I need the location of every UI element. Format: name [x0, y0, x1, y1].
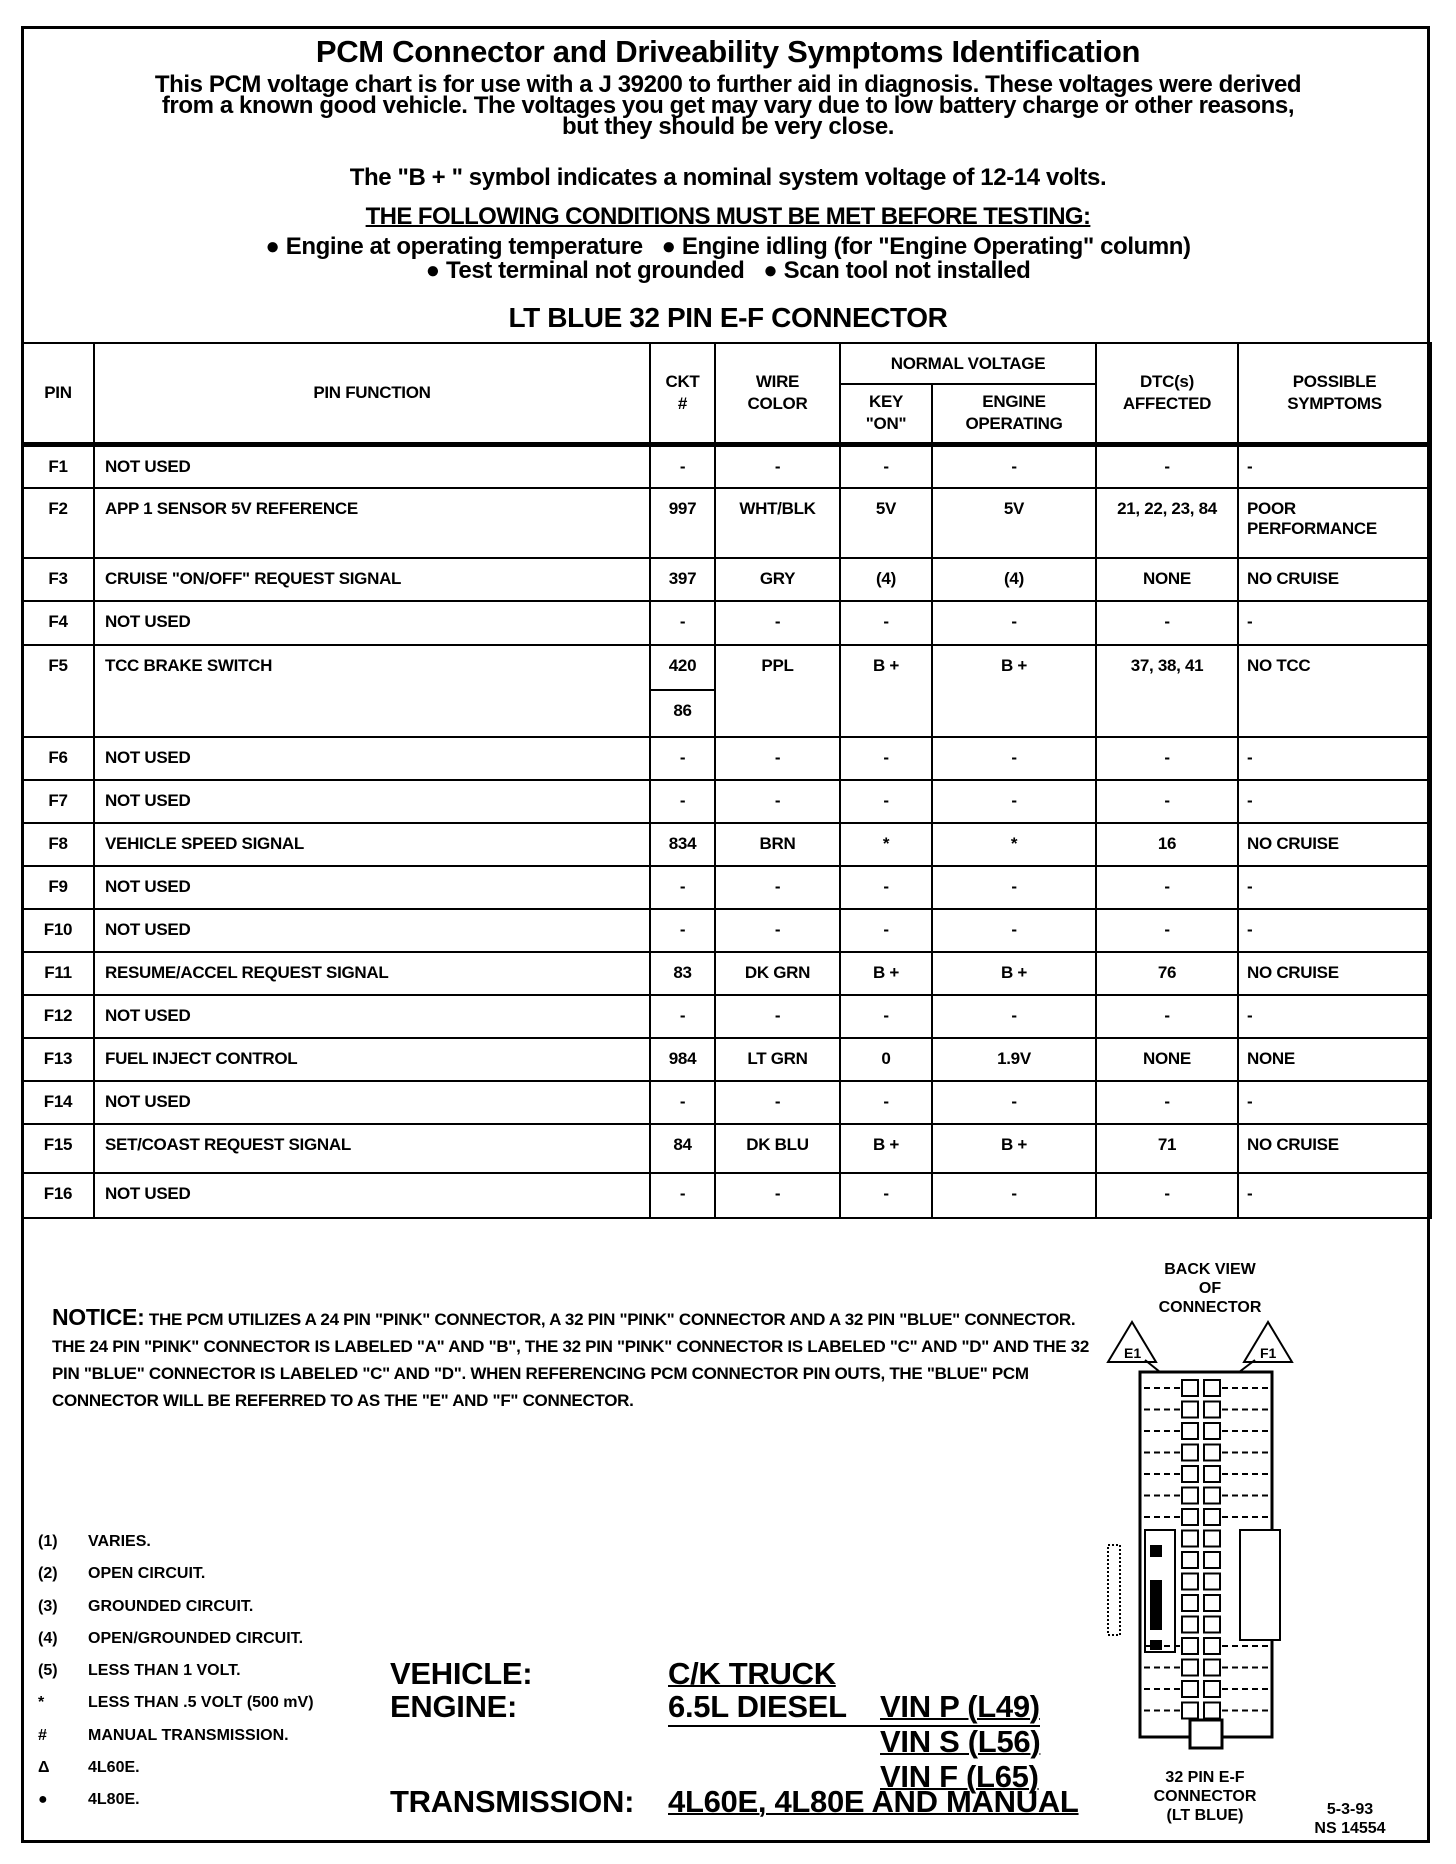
pin-socket [1204, 1681, 1220, 1697]
pin-cell: F5 [22, 645, 94, 737]
legend-item [38, 1630, 314, 1662]
pin-cell: F2 [22, 488, 94, 558]
pin-cell: F10 [22, 909, 94, 952]
symptom-cell: - [1238, 995, 1431, 1038]
intro-line: This PCM voltage chart is for use with a J 39200 to further aid in diagnosis. These voltages were derived [154, 71, 1302, 98]
pin-cell: F16 [22, 1173, 94, 1218]
pin-socket [1182, 1638, 1198, 1654]
wire-color-cell: - [715, 601, 840, 645]
pin-socket [1204, 1423, 1220, 1439]
engine-operating-cell: - [932, 737, 1096, 780]
dtc-cell: - [1096, 737, 1238, 780]
caption-line: CONNECTOR [1153, 1788, 1257, 1805]
wire-color-cell: BRN [715, 823, 840, 866]
pin-socket [1182, 1509, 1198, 1525]
ckt-cell: - [650, 909, 715, 952]
transmission-value: 4L60E, 4L80E AND MANUAL [668, 1784, 1079, 1819]
key-on-cell: (4) [840, 558, 932, 601]
pin-socket [1182, 1617, 1198, 1633]
pin-socket [1204, 1445, 1220, 1461]
function-cell: CRUISE "ON/OFF" REQUEST SIGNAL [94, 558, 650, 601]
legend-key: (2) [38, 1565, 58, 1583]
key-on-cell: - [840, 444, 932, 488]
pin-cell: F3 [22, 558, 94, 601]
pin-socket [1182, 1488, 1198, 1504]
vehicle-label: VEHICLE: [390, 1656, 533, 1691]
engine-operating-cell: - [932, 780, 1096, 823]
intro-line: but they should be very close. [561, 113, 895, 140]
symptom-cell: NO CRUISE [1238, 823, 1431, 866]
pin-cell: F14 [22, 1081, 94, 1124]
ckt-cell: - [650, 444, 715, 488]
dtc-cell: 76 [1096, 952, 1238, 995]
pin-cell: F12 [22, 995, 94, 1038]
wire-color-cell: - [715, 737, 840, 780]
symptom-cell: NO CRUISE [1238, 558, 1431, 601]
legend-key: (3) [38, 1597, 58, 1615]
wire-color-cell: - [715, 780, 840, 823]
caption-line: (LT BLUE) [1166, 1807, 1244, 1824]
legend-key: # [38, 1726, 47, 1744]
header-key-on: KEY "ON" [840, 384, 932, 444]
function-cell: NOT USED [94, 866, 650, 909]
caption-line: BACK VIEW [1164, 1261, 1256, 1278]
pin-socket [1182, 1423, 1198, 1439]
wire-color-cell: DK BLU [715, 1124, 840, 1173]
condition-item: Scan tool not installed [783, 257, 1031, 284]
function-cell: NOT USED [94, 995, 650, 1038]
footer-code: NS 14554 [1314, 1820, 1386, 1837]
symptom-cell: - [1238, 444, 1431, 488]
pin-socket [1204, 1703, 1220, 1719]
symptom-cell: NONE [1238, 1038, 1431, 1081]
pin-socket [1204, 1466, 1220, 1482]
symptom-cell: - [1238, 1081, 1431, 1124]
engine-label: ENGINE: [390, 1689, 518, 1724]
ckt-value: 420 [651, 646, 714, 691]
dtc-cell: - [1096, 909, 1238, 952]
header-normal-voltage: NORMAL VOLTAGE [840, 343, 1096, 384]
pin-socket [1182, 1466, 1198, 1482]
wire-color-cell: - [715, 909, 840, 952]
document-title: PCM Connector and Driveability Symptoms Identification [315, 34, 1141, 69]
dtc-cell: - [1096, 601, 1238, 645]
intro-line: from a known good vehicle. The voltages you get may vary due to low battery charge or other reasons, [161, 92, 1295, 119]
pin-socket [1204, 1595, 1220, 1611]
pin-socket [1182, 1660, 1198, 1676]
table-row [22, 1081, 1431, 1124]
pin-cell: F9 [22, 866, 94, 909]
notice-label: NOTICE: [52, 1304, 145, 1330]
key-on-cell: * [840, 823, 932, 866]
dtc-cell: 21, 22, 23, 84 [1096, 488, 1238, 558]
pin-cell: F15 [22, 1124, 94, 1173]
header-pin: PIN [22, 343, 94, 444]
dtc-cell: NONE [1096, 558, 1238, 601]
pin-socket [1204, 1617, 1220, 1633]
header-wire-color: WIRE COLOR [715, 343, 840, 444]
vin-p: VIN P (L49) [880, 1689, 1040, 1724]
pin-socket [1204, 1574, 1220, 1590]
legend [38, 1533, 314, 1824]
function-cell: TCC BRAKE SWITCH [94, 645, 650, 737]
table-row [22, 909, 1431, 952]
legend-key: * [38, 1694, 45, 1712]
pin-cell: F1 [22, 444, 94, 488]
notice-text: THE PCM UTILIZES A 24 PIN "PINK" CONNECTOR, A 32 PIN "PINK" CONNECTOR AND A 32 PIN "BLUE" CONNECTOR. THE 24 PIN "PINK" CONNECTOR IS LABELED "A" AND "B", THE 32 PIN "PINK" CONNECTOR IS LABELED "C" AND "D" AND THE 32 PIN "BLUE" CONNECTOR IS LABELED "C" AND "D". WHEN REFERENCING PCM CONNECTOR PIN OUTS, THE "BLUE" PCM CONNECTOR WILL BE REFERRED TO AS THE "E" AND "F" CONNECTOR. [52, 1310, 1089, 1410]
table-row [22, 601, 1431, 645]
table-row [22, 737, 1431, 780]
conditions-heading-text: THE FOLLOWING CONDITIONS MUST BE MET BEFORE TESTING: [365, 203, 1091, 230]
wire-color-cell: PPL [715, 645, 840, 737]
ckt-cell: - [650, 601, 715, 645]
conditions-heading [0, 203, 1456, 231]
pin-socket [1204, 1402, 1220, 1418]
symptom-cell: - [1238, 1173, 1431, 1218]
key-on-cell: - [840, 601, 932, 645]
ckt-cell: 84 [650, 1124, 715, 1173]
diagram-caption-bottom [1125, 1768, 1285, 1825]
symptom-cell: - [1238, 601, 1431, 645]
key-on-cell: B + [840, 952, 932, 995]
ckt-cell: 83 [650, 952, 715, 995]
header-dtcs: DTC(s) AFFECTED [1096, 343, 1238, 444]
wire-color-cell: - [715, 1081, 840, 1124]
f1-label: F1 [1260, 1345, 1277, 1361]
symptom-cell: NO TCC [1238, 645, 1431, 737]
engine-operating-cell: B + [932, 645, 1096, 737]
symptom-cell: - [1238, 780, 1431, 823]
condition-item: Engine idling (for "Engine Operating" column) [681, 233, 1191, 260]
legend-text: LESS THAN 1 VOLT. [88, 1662, 241, 1680]
header-ckt: CKT # [650, 343, 715, 444]
symptom-cell: NO CRUISE [1238, 1124, 1431, 1173]
pin-socket [1182, 1380, 1198, 1396]
table-row [22, 952, 1431, 995]
function-cell: SET/COAST REQUEST SIGNAL [94, 1124, 650, 1173]
connector-diagram [1100, 1320, 1320, 1760]
engine-operating-cell: 1.9V [932, 1038, 1096, 1081]
engine-operating-cell: - [932, 1081, 1096, 1124]
engine-operating-cell: - [932, 866, 1096, 909]
function-cell: VEHICLE SPEED SIGNAL [94, 823, 650, 866]
pin-cell: F7 [22, 780, 94, 823]
legend-item [38, 1759, 314, 1791]
legend-item [38, 1662, 314, 1694]
function-cell: APP 1 SENSOR 5V REFERENCE [94, 488, 650, 558]
wire-color-cell: - [715, 1173, 840, 1218]
table-row [22, 1038, 1431, 1081]
symptom-cell: - [1238, 866, 1431, 909]
pin-socket [1204, 1509, 1220, 1525]
table-row [22, 995, 1431, 1038]
engine-operating-cell: B + [932, 952, 1096, 995]
legend-item [38, 1694, 314, 1726]
pin-cell: F8 [22, 823, 94, 866]
wire-color-cell: DK GRN [715, 952, 840, 995]
condition-item: Test terminal not grounded [445, 257, 745, 284]
legend-text: LESS THAN .5 VOLT (500 mV) [88, 1694, 314, 1712]
legend-key: ● [38, 1791, 48, 1809]
engine-value: 6.5L DIESEL [668, 1689, 1040, 1727]
pin-socket [1204, 1660, 1220, 1676]
legend-text: 4L80E. [88, 1791, 140, 1809]
engine-operating-cell: (4) [932, 558, 1096, 601]
e1-label: E1 [1124, 1345, 1142, 1361]
pin-socket [1182, 1574, 1198, 1590]
symptom-cell: POOR PERFORMANCE [1238, 488, 1431, 558]
symptom-cell: - [1238, 909, 1431, 952]
legend-text: 4L60E. [88, 1759, 140, 1777]
pin-cell: F4 [22, 601, 94, 645]
dtc-cell: - [1096, 444, 1238, 488]
condition-item: Engine at operating temperature [285, 233, 643, 260]
table-row [22, 444, 1431, 488]
function-cell: NOT USED [94, 737, 650, 780]
engine-operating-cell: * [932, 823, 1096, 866]
wire-color-cell: - [715, 444, 840, 488]
pin-socket [1204, 1380, 1220, 1396]
dtc-cell: NONE [1096, 1038, 1238, 1081]
transmission-label: TRANSMISSION: [390, 1784, 635, 1819]
intro-text [0, 71, 1456, 140]
legend-item [38, 1533, 314, 1565]
header-pin-function: PIN FUNCTION [94, 343, 650, 444]
function-cell: RESUME/ACCEL REQUEST SIGNAL [94, 952, 650, 995]
ckt-cell: 997 [650, 488, 715, 558]
legend-text: VARIES. [88, 1533, 151, 1550]
caption-line: 32 PIN E-F [1165, 1769, 1245, 1786]
header-symptoms: POSSIBLE SYMPTOMS [1238, 343, 1431, 444]
dtc-cell: - [1096, 1173, 1238, 1218]
function-cell: NOT USED [94, 601, 650, 645]
ckt-cell: - [650, 1173, 715, 1218]
pin-socket [1182, 1703, 1198, 1719]
table-row [22, 866, 1431, 909]
function-cell: NOT USED [94, 1081, 650, 1124]
engine-operating-cell: - [932, 444, 1096, 488]
legend-text: MANUAL TRANSMISSION. [88, 1726, 289, 1744]
legend-key: Δ [38, 1759, 50, 1777]
engine-operating-cell: 5V [932, 488, 1096, 558]
function-cell: NOT USED [94, 780, 650, 823]
footer-date: 5-3-93 [1326, 1801, 1374, 1818]
function-cell: NOT USED [94, 909, 650, 952]
legend-item [38, 1565, 314, 1597]
pin-socket [1204, 1638, 1220, 1654]
table-row [22, 1124, 1431, 1173]
pin-socket [1204, 1531, 1220, 1547]
key-on-cell: - [840, 866, 932, 909]
pin-cell: F11 [22, 952, 94, 995]
ckt-cell: - [650, 1081, 715, 1124]
engine-operating-cell: - [932, 909, 1096, 952]
table-row [22, 558, 1431, 601]
conditions-list: ● Engine at operating temperature ● Engine idling (for "Engine Operating" column) ● Test terminal not grounded ● Scan tool not installed [265, 233, 1191, 284]
symptom-cell: - [1238, 737, 1431, 780]
table-row [22, 1173, 1431, 1218]
pin-socket [1204, 1488, 1220, 1504]
engine-operating-cell: B + [932, 1124, 1096, 1173]
legend-item [38, 1727, 314, 1759]
pin-socket [1204, 1552, 1220, 1568]
dtc-cell: - [1096, 866, 1238, 909]
caption-line: OF [1198, 1280, 1222, 1297]
function-cell: NOT USED [94, 1173, 650, 1218]
notice [52, 1304, 1092, 1414]
pin-socket [1182, 1402, 1198, 1418]
caption-line: CONNECTOR [1158, 1299, 1262, 1316]
dtc-cell: - [1096, 1081, 1238, 1124]
function-cell: NOT USED [94, 444, 650, 488]
table-row [22, 780, 1431, 823]
dtc-cell: - [1096, 995, 1238, 1038]
legend-text: OPEN/GROUNDED CIRCUIT. [88, 1629, 304, 1647]
diagram-caption-top [1130, 1260, 1290, 1317]
key-on-cell: - [840, 780, 932, 823]
vin-s: VIN S (L56) [880, 1724, 1041, 1759]
pin-socket [1182, 1681, 1198, 1697]
key-on-cell: - [840, 909, 932, 952]
wire-color-cell: GRY [715, 558, 840, 601]
dtc-cell: 71 [1096, 1124, 1238, 1173]
ckt-cell: 984 [650, 1038, 715, 1081]
ckt-cell: 834 [650, 823, 715, 866]
key-on-cell: - [840, 737, 932, 780]
key-on-cell: - [840, 1173, 932, 1218]
symptom-cell: NO CRUISE [1238, 952, 1431, 995]
function-cell: FUEL INJECT CONTROL [94, 1038, 650, 1081]
legend-item [38, 1791, 314, 1823]
ckt-cell: - [650, 866, 715, 909]
ckt-cell [650, 645, 715, 737]
ckt-cell: - [650, 737, 715, 780]
table-row [22, 823, 1431, 866]
key-on-cell: 0 [840, 1038, 932, 1081]
vehicle-value: C/K TRUCK [668, 1656, 836, 1691]
legend-key: (4) [38, 1629, 58, 1647]
wire-color-cell: - [715, 866, 840, 909]
engine-operating-cell: - [932, 995, 1096, 1038]
engine-operating-cell: - [932, 1173, 1096, 1218]
key-on-cell: B + [840, 645, 932, 737]
pin-cell: F13 [22, 1038, 94, 1081]
engine-operating-cell: - [932, 601, 1096, 645]
pin-socket [1182, 1595, 1198, 1611]
pin-cell: F6 [22, 737, 94, 780]
dtc-cell: - [1096, 780, 1238, 823]
key-on-cell: 5V [840, 488, 932, 558]
pin-table [21, 342, 1432, 1219]
table-row [22, 488, 1431, 558]
footer [1300, 1800, 1400, 1838]
pin-socket [1182, 1531, 1198, 1547]
key-on-cell: - [840, 1081, 932, 1124]
wire-color-cell: - [715, 995, 840, 1038]
pin-socket [1182, 1552, 1198, 1568]
wire-color-cell: WHT/BLK [715, 488, 840, 558]
vin-f: VIN F (L65) [880, 1759, 1039, 1794]
bplus-note: The "B + " symbol indicates a nominal system voltage of 12-14 volts. [349, 164, 1107, 191]
key-on-cell: B + [840, 1124, 932, 1173]
legend-key: (1) [38, 1533, 58, 1550]
legend-text: OPEN CIRCUIT. [88, 1565, 206, 1583]
ckt-cell: - [650, 780, 715, 823]
ckt-cell: - [650, 995, 715, 1038]
legend-key: (5) [38, 1662, 58, 1680]
table-row [22, 645, 1431, 737]
wire-color-cell: LT GRN [715, 1038, 840, 1081]
connector-title: LT BLUE 32 PIN E-F CONNECTOR [508, 302, 948, 333]
dtc-cell: 16 [1096, 823, 1238, 866]
legend-text: GROUNDED CIRCUIT. [88, 1597, 254, 1615]
pin-socket [1182, 1445, 1198, 1461]
dtc-cell: 37, 38, 41 [1096, 645, 1238, 737]
key-on-cell: - [840, 995, 932, 1038]
ckt-cell: 397 [650, 558, 715, 601]
legend-item [38, 1598, 314, 1630]
ckt-value: 86 [673, 701, 692, 720]
header-engine-operating: ENGINE OPERATING [932, 384, 1096, 444]
